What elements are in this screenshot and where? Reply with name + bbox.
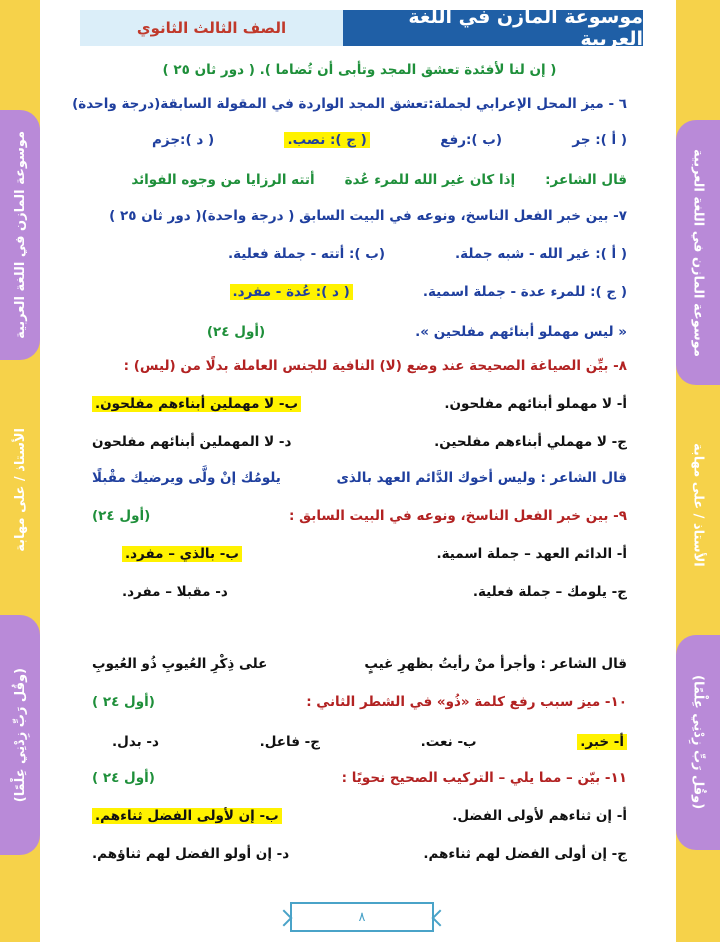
rail-segment: [676, 0, 720, 90]
option-c: ج- يلومك – جملة فعلية.: [472, 584, 627, 600]
quote-ref: (أول ٢٤): [206, 324, 266, 340]
rail-verse-label: (وقُل رَبِّ زِدْنِي عِلْمًا): [676, 635, 720, 850]
question-10-row: [92, 694, 627, 710]
verse-second-half: على ذِكْرِ العُيوبِ ذُو العُيوبِ: [92, 656, 268, 672]
option-d: د- مقبلا – مفرد.: [122, 584, 228, 600]
right-side-rail: [676, 0, 720, 942]
question-9-options-row1: [92, 546, 627, 562]
rail-series-label: موسوعة المازن في اللغة العربية: [0, 110, 40, 360]
verse-first-half: قال الشاعر : وأجرأ منْ رأيتُ بظهرِ غيبٍ: [364, 656, 627, 672]
question-10-ref: (أول ٢٤ ): [92, 694, 155, 710]
poet-label: قال الشاعر:: [545, 172, 627, 188]
question-6: ٦ - ميز المحل الإعرابي لجملة:تعشق المجد الواردة في المقولة السابقة(درجة واحدة): [72, 96, 627, 112]
verse-first-half: إذا كان غير الله للمرء عُدة: [344, 172, 516, 188]
option-a: أ- لا مهملو أبنائهم مفلحون.: [444, 396, 627, 412]
header-title: موسوعة المازن في اللغة العربية: [343, 10, 643, 46]
option-b-correct: ب- إن لأولى الفضل ثناءهم.: [92, 808, 282, 824]
question-9-row: [92, 508, 627, 524]
verse-second-half: يلومُك إنْ ولَّى ويرضيك مقْبلًا: [92, 470, 281, 486]
poem-line-3: [92, 656, 627, 672]
option-d: د- إن أولو الفضل لهم ثناؤهم.: [92, 846, 290, 862]
option-a: أ- إن ثناءهم لأولى الفضل.: [452, 808, 627, 824]
question-8: ٨- بيِّن الصياغة الصحيحة عند وضع (لا) النافية للجنس العاملة بدلًا من (ليس) :: [123, 358, 627, 374]
poem-line-2: [92, 470, 627, 486]
quote-line: ( إن لنا لأفئدة تعشق المجد وتأبى أن تُضاما ). ( دور ثان ٢٥ ): [162, 62, 557, 78]
option-a: ( أ ): غير الله - شبه جملة.: [455, 246, 627, 262]
option-c: ج- لا مهملي أبناءهم مفلحين.: [434, 434, 627, 450]
option-b: (ب ):رفع: [440, 132, 503, 148]
question-8-options-row1: [92, 396, 627, 412]
option-c: ج- فاعل.: [259, 734, 320, 750]
option-c: ج- إن أولى الفضل لهم ثناءهم.: [423, 846, 627, 862]
rail-teacher-label: الأستاذ / على مهابة: [690, 443, 706, 567]
question-11: ١١- بيّن – مما يلي – التركيب الصحيح نحويًا :: [341, 770, 627, 786]
question-10-options: [92, 734, 627, 750]
option-b-correct: ب- بالذي – مفرد.: [122, 546, 242, 562]
question-11-ref: (أول ٢٤ ): [92, 770, 155, 786]
option-c: ( ج ): للمرء عدة - جملة اسمية.: [422, 284, 627, 300]
question-9-ref: (أول ٢٤): [92, 508, 151, 524]
option-a: ( أ ): جر: [572, 132, 627, 148]
verse-second-half: أتته الرزايا من وجوه الفوائد: [131, 172, 315, 188]
question-10: ١٠- ميز سبب رفع كلمة «ذُو» في الشطر الثاني :: [306, 694, 627, 710]
option-a-correct: أ- خبر.: [577, 734, 627, 750]
left-side-rail: [0, 0, 40, 942]
question-8-options-row2: [92, 434, 627, 450]
quote-row: [92, 324, 627, 340]
page-header: [80, 6, 643, 50]
option-b: (ب ): أتته - جملة فعلية.: [227, 246, 386, 262]
question-9-options-row2: [92, 584, 627, 600]
page-number: ٨: [290, 902, 434, 932]
option-d: د- بدل.: [112, 734, 159, 750]
question-7-options-row1: [92, 246, 627, 262]
question-11-row: [92, 770, 627, 786]
option-d: د- لا المهملين أبنائهم مفلحون: [92, 434, 292, 450]
rail-series-label: موسوعة المازن في اللغة العربية: [676, 120, 720, 385]
question-11-options-row2: [92, 846, 627, 862]
option-d-correct: ( د ): عُدة - مفرد.: [230, 284, 353, 300]
question-7: ٧- بين خبر الفعل الناسخ، ونوعه في البيت السابق ( درجة واحدة)( دور ثان ٢٥ ): [109, 208, 627, 224]
verse-first-half: قال الشاعر : وليس أخوك الدَّائم العهد بالذى: [336, 470, 627, 486]
option-d: ( د ):جزم: [152, 132, 215, 148]
option-c-correct: ( ج ): نصب.: [284, 132, 369, 148]
question-11-options-row1: [92, 808, 627, 824]
poem-line-1: [92, 172, 627, 188]
option-b: ب- نعت.: [420, 734, 477, 750]
header-grade: الصف الثالث الثانوي: [80, 10, 343, 46]
question-7-options-row2: [92, 284, 627, 300]
question-6-options: [92, 132, 627, 148]
question-9: ٩- بين خبر الفعل الناسخ، ونوعه في البيت السابق :: [289, 508, 627, 524]
rail-teacher-label: الأستاذ / على مهابة: [12, 428, 28, 552]
rail-segment: [0, 0, 40, 110]
quote-text: « ليس مهملو أبنائهم مفلحين ».: [415, 324, 627, 340]
option-a: أ- الدائم العهد – جملة اسمية.: [436, 546, 627, 562]
option-b-correct: ب- لا مهملين أبناءهم مفلحون.: [92, 396, 301, 412]
rail-verse-label: (وقُل رَبِّ زِدْنِي عِلْمًا): [0, 615, 40, 855]
